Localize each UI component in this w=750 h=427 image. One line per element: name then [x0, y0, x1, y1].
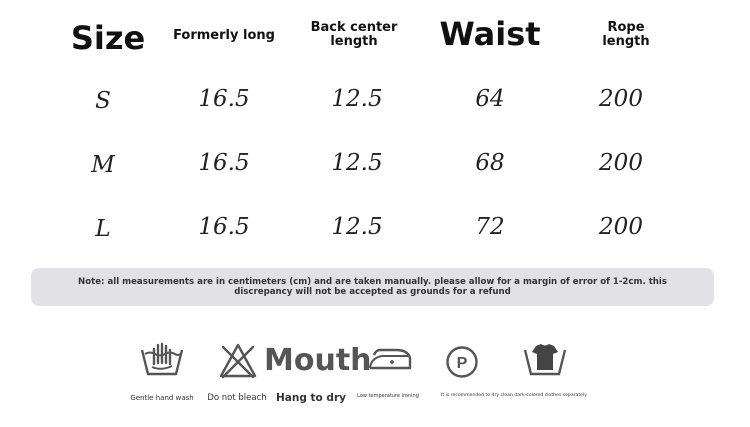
header-rope-length: Rope length: [602, 20, 650, 49]
table-cell-waist: 72: [475, 214, 505, 240]
care-label-hand-wash: Gentle hand wash: [130, 394, 194, 402]
svg-text:P: P: [456, 355, 468, 372]
header-waist: Waist: [439, 15, 541, 53]
table-cell-waist: 64: [475, 86, 505, 112]
care-label-dry-clean: It is recommended to dry clean dark-colored clothes separately: [440, 393, 587, 398]
table-cell-back-center-length: 12.5: [331, 86, 383, 112]
table-cell-formerly-long: 16.5: [198, 214, 250, 240]
table-cell-waist: 68: [475, 150, 505, 176]
measurement-note-box: [31, 268, 714, 306]
dry-clean-icon: [445, 345, 479, 379]
measurement-note-text: Note: all measurements are in centimeters (cm) and are taken manually. please allow for a margin of error of 1-2cm. this discrepancy will not be accepted as grounds for a refund: [78, 276, 667, 297]
iron-low-icon: [368, 346, 412, 372]
do-not-bleach-icon: [218, 342, 258, 380]
table-cell-formerly-long: 16.5: [198, 86, 250, 112]
table-cell-rope-length: 200: [599, 214, 643, 240]
table-cell-size: S: [95, 88, 111, 114]
table-cell-size: M: [91, 152, 115, 178]
table-cell-back-center-length: 12.5: [331, 214, 383, 240]
mouth-overlay-text: Mouth: [264, 343, 372, 378]
table-cell-size: L: [95, 216, 111, 242]
care-label-iron: Low temperature ironing: [357, 393, 419, 399]
separate-wash-icon: [522, 340, 568, 378]
care-label-no-bleach: Do not bleach: [207, 393, 267, 403]
table-cell-rope-length: 200: [599, 86, 643, 112]
header-back-center-length: Back center length: [310, 20, 398, 49]
table-cell-rope-length: 200: [599, 150, 643, 176]
hand-wash-icon: [139, 340, 185, 378]
table-cell-back-center-length: 12.5: [331, 150, 383, 176]
care-label-hang-dry: Hang to dry: [276, 392, 346, 404]
header-formerly-long: Formerly long: [173, 28, 275, 43]
table-cell-formerly-long: 16.5: [198, 150, 250, 176]
header-size: Size: [70, 19, 146, 57]
